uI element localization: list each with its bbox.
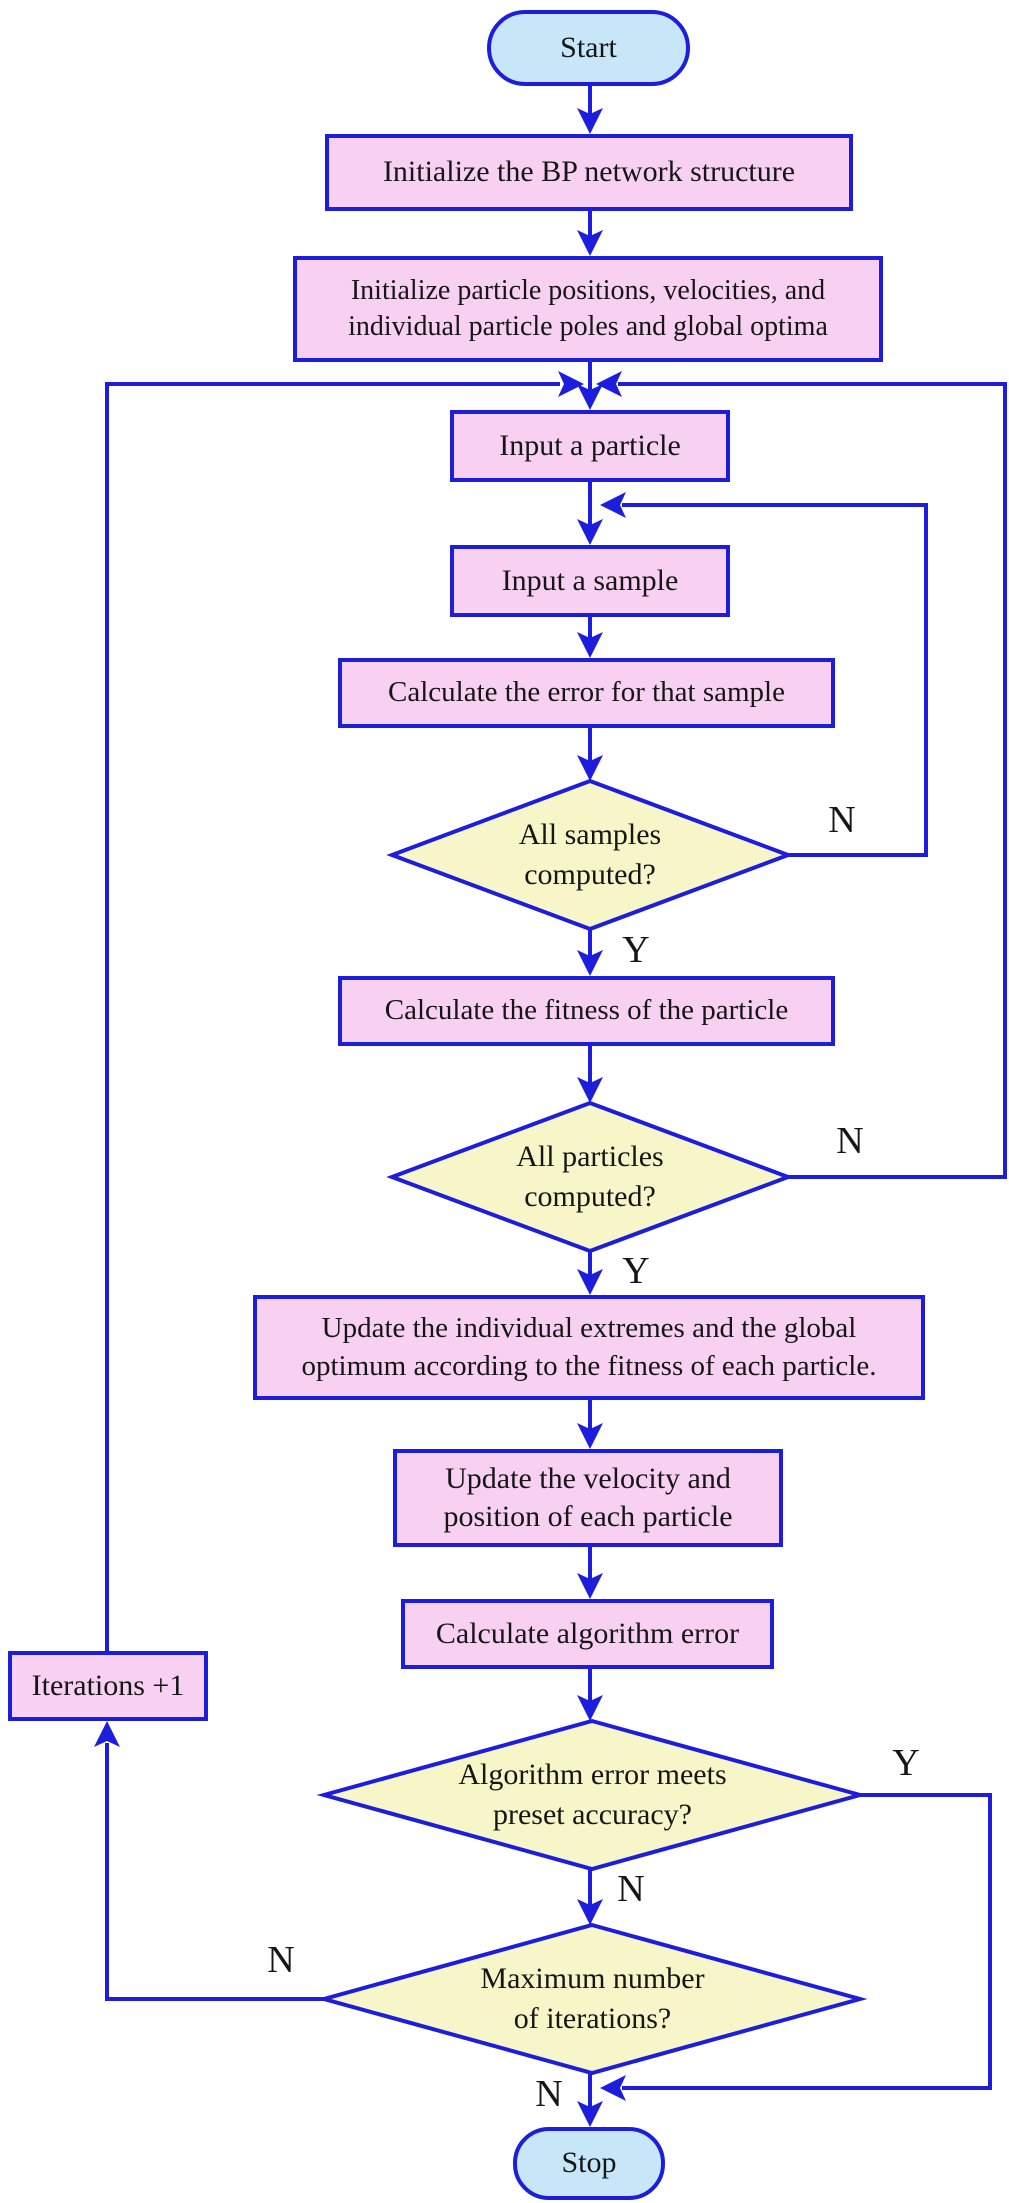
process-init-particles-line1: Initialize particle positions, velocities, and [350,275,826,307]
process-update-velocity [393,1449,783,1547]
process-init-particles [293,256,883,362]
edge-update-velocity-to-calc-algo-error [577,1547,603,1599]
stop-label: Stop [561,2146,617,2180]
process-update-velocity-line1: Update the velocity and [445,1461,731,1495]
arrowhead-icon [558,371,584,397]
edge-start-to-init-bp [577,86,603,134]
process-calc-fitness-label: Calculate the fitness of the particle [384,994,789,1027]
process-input-sample-label: Input a sample [501,563,679,597]
edge-init-bp-to-init-particles [577,211,603,256]
branch-all-samples-no: N [828,799,856,841]
process-calc-error [338,658,835,728]
stop-node [513,2127,665,2200]
process-input-particle [450,410,730,482]
process-iterations [8,1651,208,1721]
process-init-bp-label: Initialize the BP network structure [382,155,796,189]
edge-calc-fitness-to-all-particles [577,1046,603,1103]
process-iterations-label: Iterations +1 [31,1668,185,1702]
decision-all-samples-line2: computed? [524,858,656,891]
edge-init-particles-to-input-particle [577,362,603,410]
decision-all-particles [392,1103,788,1251]
edge-input-sample-to-calc-error [577,617,603,658]
edge-all-particles-no-loop [596,371,1005,1177]
decision-algo-error-line1: Algorithm error meets [458,1758,727,1792]
process-calc-algo-error [401,1599,774,1669]
edge-input-particle-to-input-sample [577,482,603,545]
process-init-particles-line2: individual particle poles and global optima [348,311,828,342]
decision-all-samples-line1: All samples [518,818,662,852]
process-input-sample [450,545,730,617]
process-update-extremes-line1: Update the individual extremes and the global [321,1312,857,1345]
process-update-extremes-line2: optimum according to the fitness of each particle. [301,1349,877,1382]
process-calc-error-label: Calculate the error for that sample [388,676,785,709]
edge-algo-error-no-to-max-iterations [577,1869,603,1925]
decision-all-particles-line1: All particles [516,1140,664,1174]
process-calc-fitness [338,976,835,1046]
branch-all-particles-yes: Y [622,1250,650,1292]
decision-algo-error-line2: preset accuracy? [492,1798,692,1831]
decision-max-iterations [324,1925,861,2073]
edge-calc-algo-error-to-algo-error [577,1669,603,1721]
decision-all-samples [392,781,788,929]
decision-all-particles-line2: computed? [524,1180,656,1213]
decision-algo-error [324,1721,861,1869]
decision-max-iterations-line2: of iterations? [513,2002,672,2035]
edge-max-iterations-to-stop [577,2073,603,2127]
branch-algo-error-no: N [617,1868,645,1910]
start-label: Start [560,30,617,64]
process-init-bp [325,134,853,211]
branch-max-iterations-no-bottom: N [535,2073,563,2115]
edge-all-particles-yes-to-update-extremes [577,1251,603,1295]
decision-max-iterations-line1: Maximum number [480,1962,705,1996]
process-update-extremes [253,1295,925,1400]
process-input-particle-label: Input a particle [499,428,681,462]
start-node [487,10,690,86]
edge-update-extremes-to-update-velocity [577,1400,603,1449]
process-calc-algo-error-label: Calculate algorithm error [435,1616,740,1650]
edge-calc-error-to-all-samples [577,728,603,781]
branch-max-iterations-no-left: N [267,1939,295,1981]
process-update-velocity-line2: position of each particle [443,1500,733,1533]
branch-all-particles-no: N [836,1120,864,1162]
branch-all-samples-yes: Y [622,929,650,971]
branch-algo-error-yes: Y [892,1742,920,1784]
edge-all-samples-yes-to-calc-fitness [577,929,603,976]
